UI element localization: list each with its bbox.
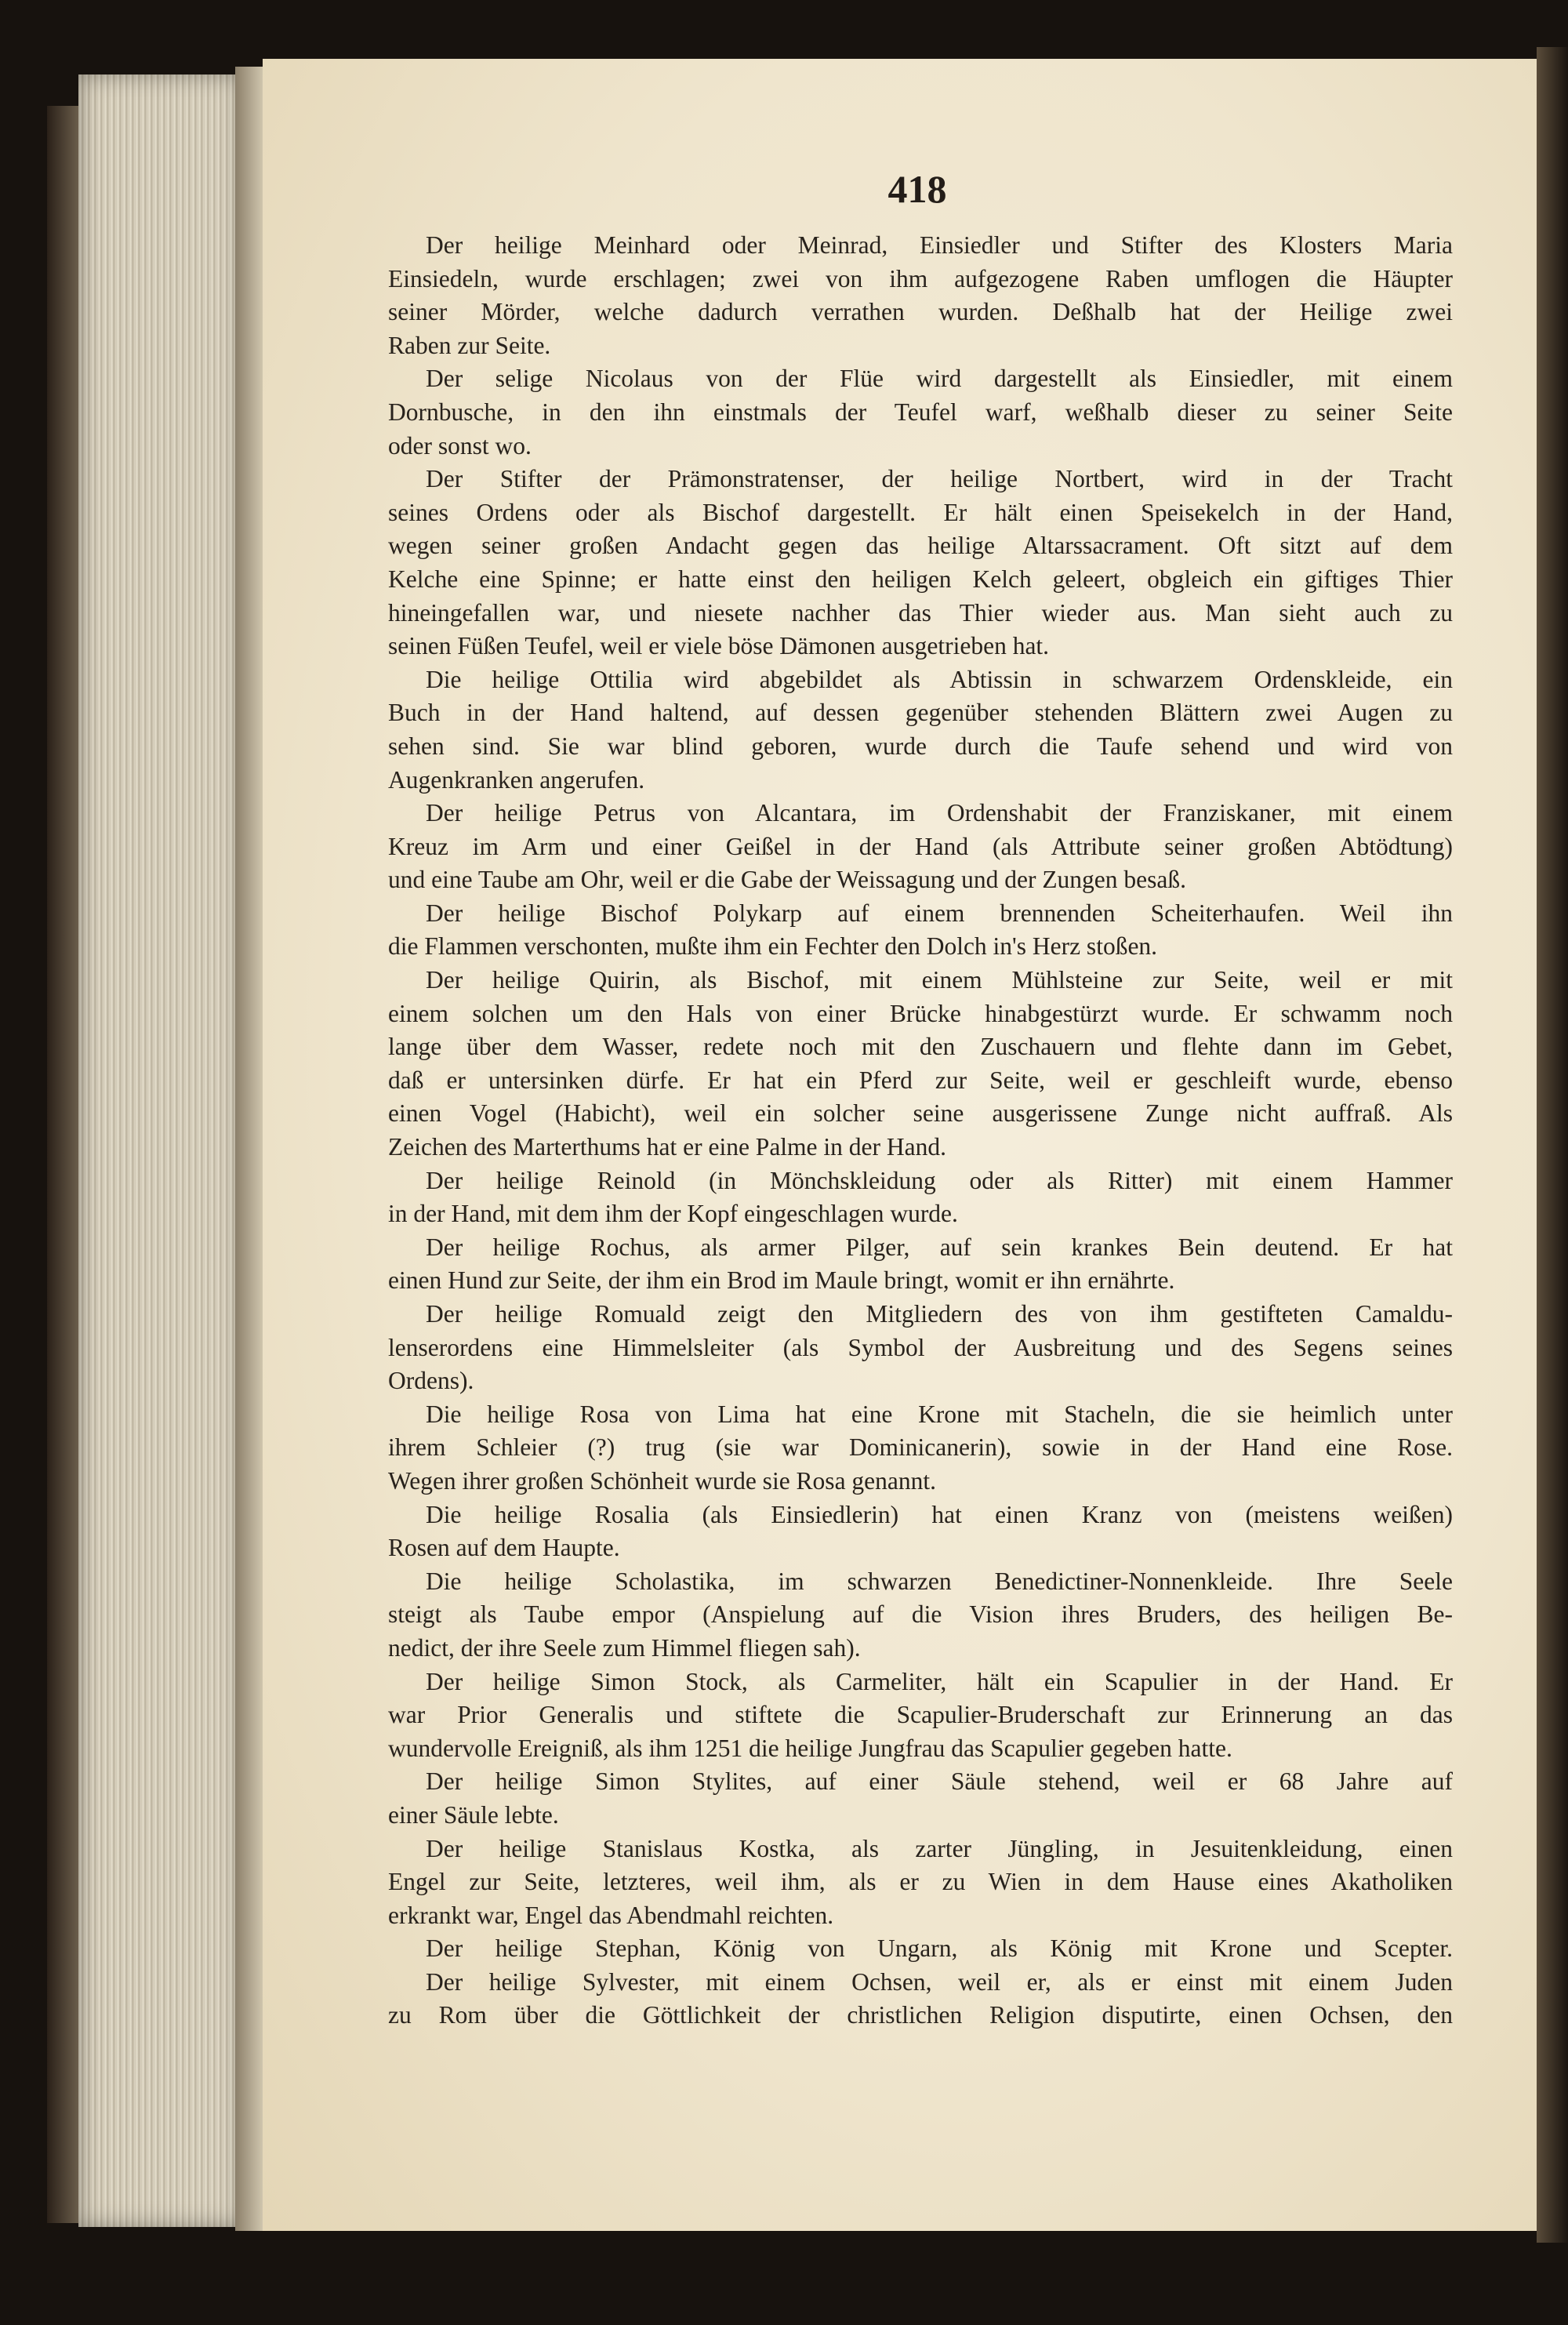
text-line: sehen sind. Sie war blind geboren, wurde durch die Taufe sehend und wird von <box>388 732 1453 760</box>
text-line: und eine Taube am Ohr, weil er die Gabe der Weissagung und der Zungen besaß. <box>388 866 1187 894</box>
text-line: Augenkranken angerufen. <box>388 765 645 794</box>
text-line: erkrankt war, Engel das Abendmahl reichten. <box>388 1901 834 1929</box>
text-line: Raben zur Seite. <box>388 331 551 359</box>
text-line: Der heilige Simon Stylites, auf einer Säule stehend, weil er 68 Jahre auf <box>426 1767 1453 1796</box>
text-line: zu Rom über die Göttlichkeit der christlichen Religion disputirte, einen Ochsen, den <box>388 2001 1453 2029</box>
text-line: wundervolle Ereigniß, als ihm 1251 die heilige Jungfrau das Scapulier gegeben hatte. <box>388 1734 1232 1762</box>
paragraph <box>388 1666 1453 1766</box>
text-line: Der heilige Bischof Polykarp auf einem brennenden Scheiterhaufen. Weil ihn <box>426 899 1453 927</box>
paragraph <box>388 1231 1453 1298</box>
text-line: Der heilige Stanislaus Kostka, als zarter Jüngling, in Jesuitenkleidung, einen <box>426 1834 1453 1862</box>
text-line: Der heilige Quirin, als Bischof, mit einem Mühlsteine zur Seite, weil er mit <box>426 966 1453 994</box>
text-line: Der heilige Sylvester, mit einem Ochsen, weil er, als er einst mit einem Juden <box>426 1967 1453 1996</box>
book-gutter <box>235 67 267 2231</box>
text-line: lange über dem Wasser, redete noch mit den Zuschauern und flehte dann im Gebet, <box>388 1033 1453 1061</box>
text-line: Engel zur Seite, letzteres, weil ihm, als er zu Wien in dem Hause eines Akatholiken <box>388 1868 1453 1896</box>
text-line: Der heilige Rochus, als armer Pilger, auf sein krankes Bein deutend. Er hat <box>426 1233 1453 1261</box>
paragraph <box>388 1565 1453 1666</box>
text-line: wegen seiner großen Andacht gegen das heilige Altarssacrament. Oft sitzt auf dem <box>388 532 1453 560</box>
body-text <box>388 229 1453 2033</box>
page-number: 418 <box>887 167 947 211</box>
text-line: Dornbusche, in den ihn einstmals der Teufel warf, weßhalb dieser zu seiner Seite <box>388 398 1453 426</box>
text-line: Der heilige Reinold (in Mönchskleidung oder als Ritter) mit einem Hammer <box>426 1166 1453 1194</box>
text-line: Ordens). <box>388 1367 474 1395</box>
text-line: Der heilige Simon Stock, als Carmeliter, hält ein Scapulier in der Hand. Er <box>426 1667 1453 1695</box>
text-line: Die heilige Ottilia wird abgebildet als Abtissin in schwarzem Ordenskleide, ein <box>426 665 1453 693</box>
paragraph <box>388 1499 1453 1565</box>
text-line: Die heilige Rosalia (als Einsiedlerin) hat einen Kranz von (meistens weißen) <box>426 1500 1453 1528</box>
text-line: lenserordens eine Himmelsleiter (als Symbol der Ausbreitung und des Segens seines <box>388 1333 1453 1361</box>
paragraph <box>388 1765 1453 1832</box>
text-line: einer Säule lebte. <box>388 1800 559 1829</box>
paragraph <box>388 1398 1453 1499</box>
paragraph <box>388 964 1453 1164</box>
text-line: seinen Füßen Teufel, weil er viele böse Dämonen ausgetrieben hat. <box>388 632 1050 660</box>
paragraph <box>388 1932 1453 1966</box>
paragraph <box>388 1164 1453 1231</box>
text-line: daß er untersinken dürfe. Er hat ein Pferd zur Seite, weil er geschleift wurde, ebenso <box>388 1066 1453 1094</box>
text-line: nedict, der ihre Seele zum Himmel fliegen sah). <box>388 1633 861 1662</box>
text-line: in der Hand, mit dem ihm der Kopf eingeschlagen wurde. <box>388 1200 958 1228</box>
paragraph <box>388 663 1453 797</box>
text-line: Der selige Nicolaus von der Flüe wird dargestellt als Einsiedler, mit einem <box>426 365 1453 393</box>
text-line: Einsiedeln, wurde erschlagen; zwei von ihm aufgezogene Raben umflogen die Häupter <box>388 264 1453 292</box>
text-line: Kelche eine Spinne; er hatte einst den heiligen Kelch geleert, obgleich ein giftiges Thier <box>388 565 1453 593</box>
text-line: Die heilige Rosa von Lima hat eine Krone mit Stacheln, die sie heimlich unter <box>426 1400 1453 1428</box>
text-line: Wegen ihrer großen Schönheit wurde sie Rosa genannt. <box>388 1466 937 1495</box>
book-right-edge <box>1537 47 1568 2243</box>
text-line: einen Vogel (Habicht), weil ein solcher seine ausgerissene Zunge nicht auffraß. Als <box>388 1099 1453 1128</box>
text-line: Der heilige Romuald zeigt den Mitgliedern des von ihm gestifteten Camaldu- <box>426 1300 1453 1328</box>
paragraph <box>388 1833 1453 1933</box>
paragraph <box>388 229 1453 362</box>
paragraph <box>388 463 1453 663</box>
text-line: hineingefallen war, und niesete nachher das Thier wieder aus. Man sieht auch zu <box>388 598 1453 627</box>
text-line: Die heilige Scholastika, im schwarzen Benedictiner-Nonnenkleide. Ihre Seele <box>426 1567 1453 1595</box>
paragraph <box>388 797 1453 897</box>
book-page-edges <box>78 74 243 2227</box>
text-line: die Flammen verschonten, mußte ihm ein Fechter den Dolch in's Herz stoßen. <box>388 932 1158 961</box>
text-line: Der heilige Meinhard oder Meinrad, Einsiedler und Stifter des Klosters Maria <box>426 231 1453 259</box>
text-line: Der Stifter der Prämonstratenser, der heilige Nortbert, wird in der Tracht <box>426 465 1453 493</box>
text-line: Der heilige Petrus von Alcantara, im Ordenshabit der Franziskaner, mit einem <box>426 799 1453 827</box>
text-line: seiner Mörder, welche dadurch verrathen wurden. Deßhalb hat der Heilige zwei <box>388 298 1453 326</box>
text-line: Kreuz im Arm und einer Geißel in der Hand (als Attribute seiner großen Abtödtung) <box>388 832 1453 860</box>
paragraph <box>388 897 1453 964</box>
text-line: Zeichen des Marterthums hat er eine Palme in der Hand. <box>388 1133 946 1161</box>
paragraph <box>388 362 1453 463</box>
text-line: Buch in der Hand haltend, auf dessen gegenüber stehenden Blättern zwei Augen zu <box>388 699 1453 727</box>
text-line: seines Ordens oder als Bischof dargestellt. Er hält einen Speisekelch in der Hand, <box>388 498 1453 526</box>
text-line: einen Hund zur Seite, der ihm ein Brod im Maule bringt, womit er ihn ernährte. <box>388 1266 1175 1295</box>
text-line: ihrem Schleier (?) trug (sie war Dominicanerin), sowie in der Hand eine Rose. <box>388 1433 1453 1462</box>
text-line: einem solchen um den Hals von einer Brücke hinabgestürzt wurde. Er schwamm noch <box>388 999 1453 1027</box>
text-line: Der heilige Stephan, König von Ungarn, als König mit Krone und Scepter. <box>426 1934 1453 1963</box>
text-line: Rosen auf dem Haupte. <box>388 1534 620 1562</box>
paragraph <box>388 1298 1453 1398</box>
text-line: steigt als Taube empor (Anspielung auf die Vision ihres Bruders, des heiligen Be- <box>388 1600 1453 1629</box>
text-line: oder sonst wo. <box>388 431 532 460</box>
paragraph <box>388 1966 1453 2033</box>
text-line: war Prior Generalis und stiftete die Scapulier-Bruderschaft zur Erinnerung an das <box>388 1701 1453 1729</box>
